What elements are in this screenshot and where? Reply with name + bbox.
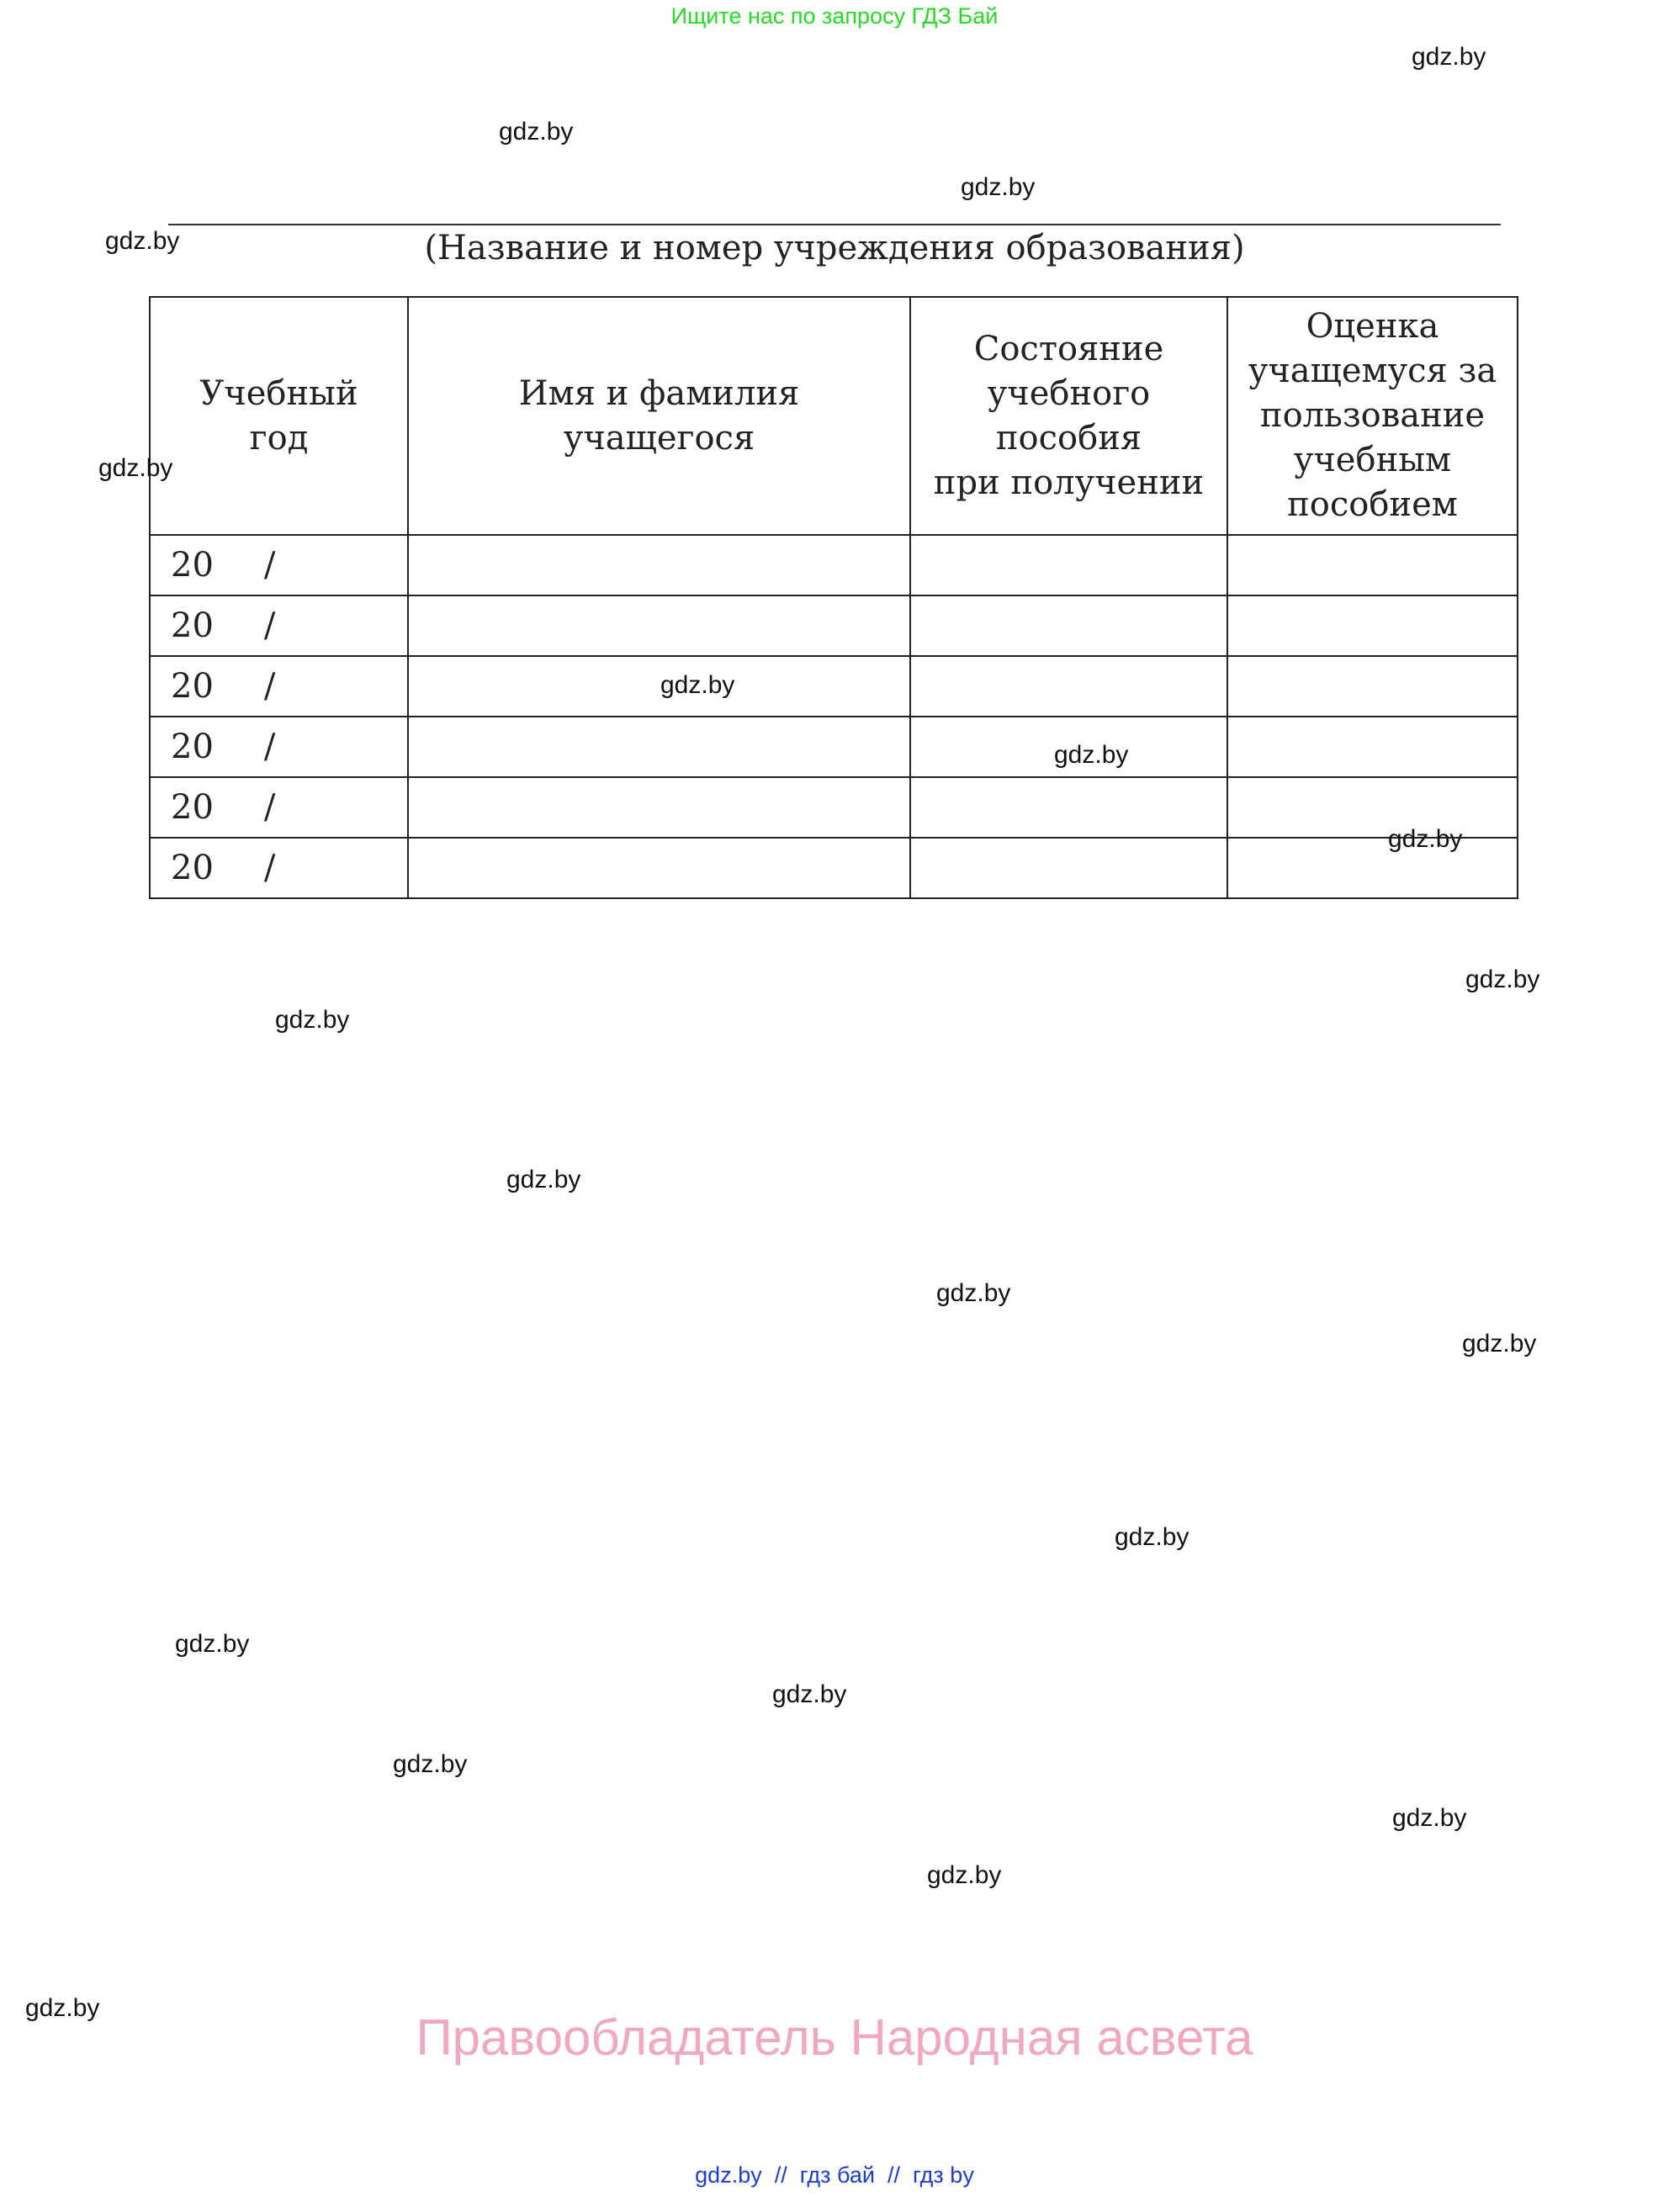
year-slash: / [263,606,276,645]
watermark: gdz.by [275,1006,350,1034]
header-line: учебным [1293,441,1452,479]
separator: // [774,2162,787,2188]
header-school-year [150,297,408,535]
header-line: учащегося [563,418,755,458]
header-line: пособием [1287,485,1458,524]
watermark: gdz.by [1392,1804,1467,1832]
watermark: gdz.by [927,1861,1002,1889]
year-prefix: 20 [171,787,214,827]
header-line: Состояние [973,329,1164,368]
student-name-cell[interactable] [408,535,910,595]
header-usage-grade [1227,297,1518,535]
table-row [150,595,1518,656]
student-name-cell[interactable] [408,838,910,898]
year-cell[interactable] [150,838,408,898]
grade-cell[interactable] [1227,535,1518,595]
header-student-name [408,297,910,535]
year-slash: / [263,727,276,766]
watermark: gdz.by [660,671,735,699]
year-cell[interactable] [150,535,408,595]
grade-cell[interactable] [1227,717,1518,777]
search-hint: Ищите нас по запросу ГДЗ Бай [670,3,999,29]
header-line: год [249,418,309,458]
watermark: gdz.by [1115,1523,1189,1551]
institution-caption: (Название и номер учреждения образования) [424,229,1245,267]
footer-link[interactable]: gdz.by [695,2162,762,2188]
student-name-cell[interactable] [408,717,910,777]
watermark: gdz.by [1388,825,1463,853]
year-slash: / [263,787,276,827]
year-slash: / [263,545,276,585]
watermark: gdz.by [1465,966,1540,993]
table-row [150,717,1518,777]
watermark: gdz.by [393,1750,468,1778]
watermark: gdz.by [936,1279,1011,1307]
condition-cell[interactable] [910,656,1227,717]
header-line: Учебный [199,373,358,413]
condition-cell[interactable] [910,838,1227,898]
year-cell[interactable] [150,656,408,717]
year-prefix: 20 [171,545,214,585]
header-line: учащемуся за [1248,352,1497,390]
year-prefix: 20 [171,848,214,887]
condition-cell[interactable] [910,777,1227,838]
watermark: gdz.by [1462,1330,1537,1357]
year-prefix: 20 [171,606,214,645]
student-name-cell[interactable] [408,595,910,656]
watermark: gdz.by [499,118,574,146]
footer-link[interactable]: гдз бай [799,2162,875,2188]
separator: // [887,2162,901,2188]
header-condition-received [910,297,1227,535]
year-prefix: 20 [171,666,214,706]
grade-cell[interactable] [1227,777,1518,838]
watermark: gdz.by [772,1680,847,1708]
watermark: gdz.by [1054,741,1129,769]
watermark: gdz.by [25,1994,100,2022]
student-name-cell[interactable] [408,656,910,717]
condition-cell[interactable] [910,535,1227,595]
watermark: gdz.by [98,454,173,482]
condition-cell[interactable] [910,595,1227,656]
year-cell[interactable] [150,777,408,838]
year-slash: / [263,848,276,887]
year-prefix: 20 [171,727,214,766]
grade-cell[interactable] [1227,838,1518,898]
watermark: gdz.by [1412,43,1486,71]
table-row [150,535,1518,595]
header-line: Имя и фамилия [518,373,800,413]
header-line: при получении [933,463,1205,502]
header-line: Оценка [1306,307,1439,346]
watermark: gdz.by [105,227,180,255]
table-row [150,838,1518,898]
grade-cell[interactable] [1227,595,1518,656]
grade-cell[interactable] [1227,656,1518,717]
footer-link[interactable]: гдз by [913,2162,974,2188]
header-line: учебного [987,373,1151,413]
table-row [150,656,1518,717]
table-header-row [150,297,1518,535]
year-cell[interactable] [150,717,408,777]
watermark: gdz.by [175,1630,250,1658]
footer-links [0,2162,1669,2188]
header-line: пособия [995,418,1142,458]
table-row [150,777,1518,838]
header-line: пользование [1259,396,1486,435]
rights-holder-notice: Правообладатель Народная асвета [416,2009,1253,2066]
year-cell[interactable] [150,595,408,656]
institution-name-line [168,224,1501,225]
textbook-usage-table [149,296,1518,899]
watermark: gdz.by [506,1166,581,1193]
year-slash: / [263,666,276,706]
student-name-cell[interactable] [408,777,910,838]
watermark: gdz.by [961,173,1036,201]
